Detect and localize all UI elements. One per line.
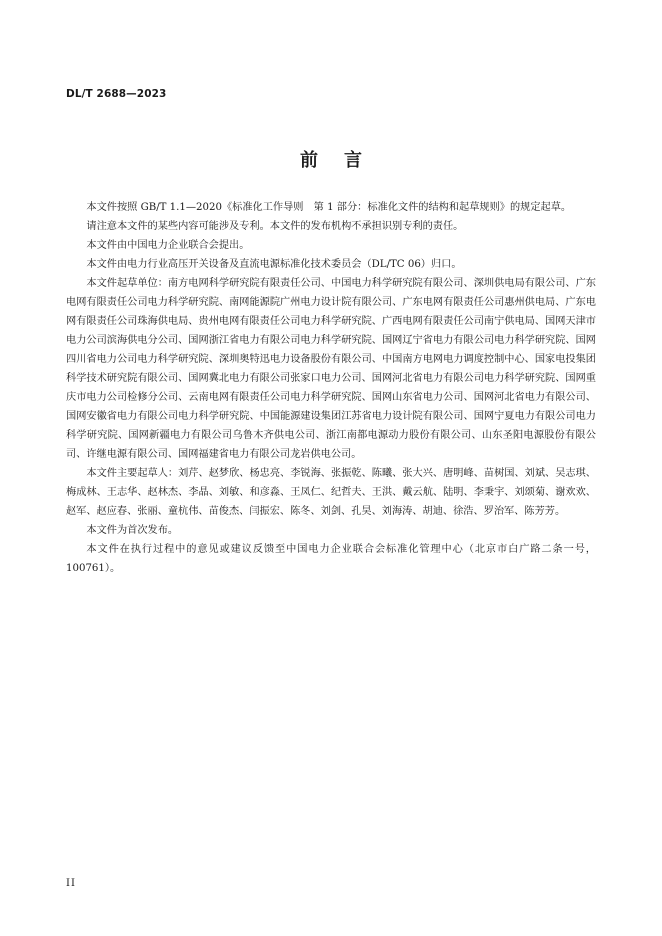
paragraph-patent-notice: 请注意本文件的某些内容可能涉及专利。本文件的发布机构不承担识别专利的责任。 [86,221,464,232]
paragraph-first-release: 本文件为首次发布。 [86,525,179,536]
paragraph-principal-drafters: 本文件主要起草人：刘芹、赵梦欣、杨忠亮、李锐海、张振乾、陈曦、张大兴、唐明峰、苗树国、刘斌、吴志琪、梅成林、王志华、赵林杰、李晶、刘敏、和彦淼、王凤仁、纪哲夫、王洪、戴云航、陆明、李秉宇、刘颂菊、谢欢欢、赵军、赵应春、张丽、童杭伟、苗俊杰、闫振宏、陈冬、刘剑、孔昊、刘海涛、胡迪、徐浩、罗治军、陈芳芳。 [66,468,596,517]
paragraph-technical-committee: 本文件由电力行业高压开关设备及直流电源标准化技术委员会（DL/TC 06）归口。 [86,259,462,270]
paragraph-drafting-organizations: 本文件起草单位：南方电网科学研究院有限责任公司、中国电力科学研究院有限公司、深圳供电局有限公司、广东电网有限责任公司电力科学研究院、南网能源院广州电力设计院有限公司、广东电网有限责任公司惠州供电局、广东电网有限责任公司珠海供电局、贵州电网有限责任公司电力科学研究院、广西电网有限责任公司南宁供电局、国网天津市电力公司滨海供电分公司、国网浙江省电力有限公司电力科学研究院、国网辽宁省电力有限公司电力科学研究院、国网四川省电力公司电力科学研究院、深圳奥特迅电力设备股份有限公司、中国南方电网电力调度控制中心、国家电投集团科学技术研究院有限公司、国网冀北电力有限公司张家口电力公司、国网河北省电力有限公司电力科学研究院、国网重庆市电力公司检修分公司、云南电网有限责任公司电力科学研究院、国网山东省电力公司、国网河北省电力有限公司、国网安徽省电力有限公司电力科学研究院、中国能源建设集团江苏省电力设计院有限公司、国网宁夏电力有限公司电力科学研究院、国网新疆电力有限公司乌鲁木齐供电公司、浙江南都电源动力股份有限公司、山东圣阳电源股份有限公司、许继电源有限公司、国网福建省电力有限公司龙岩供电公司。 [66,278,596,460]
paragraph-feedback-contact: 本文件在执行过程中的意见或建议反馈至中国电力企业联合会标准化管理中心（北京市白广路二条一号，100761）。 [66,544,596,574]
paragraph-drafting-rules: 本文件按照 GB/T 1.1—2020《标准化工作导则 第 1 部分：标准化文件的结构和起草规则》的规定起草。 [86,202,572,213]
preface-body [66,198,596,578]
page-number: II [66,878,76,889]
page-title: 前言 [300,150,388,171]
document-code: DL/T 2688—2023 [66,88,167,100]
paragraph-proposer: 本文件由中国电力企业联合会提出。 [86,240,250,251]
